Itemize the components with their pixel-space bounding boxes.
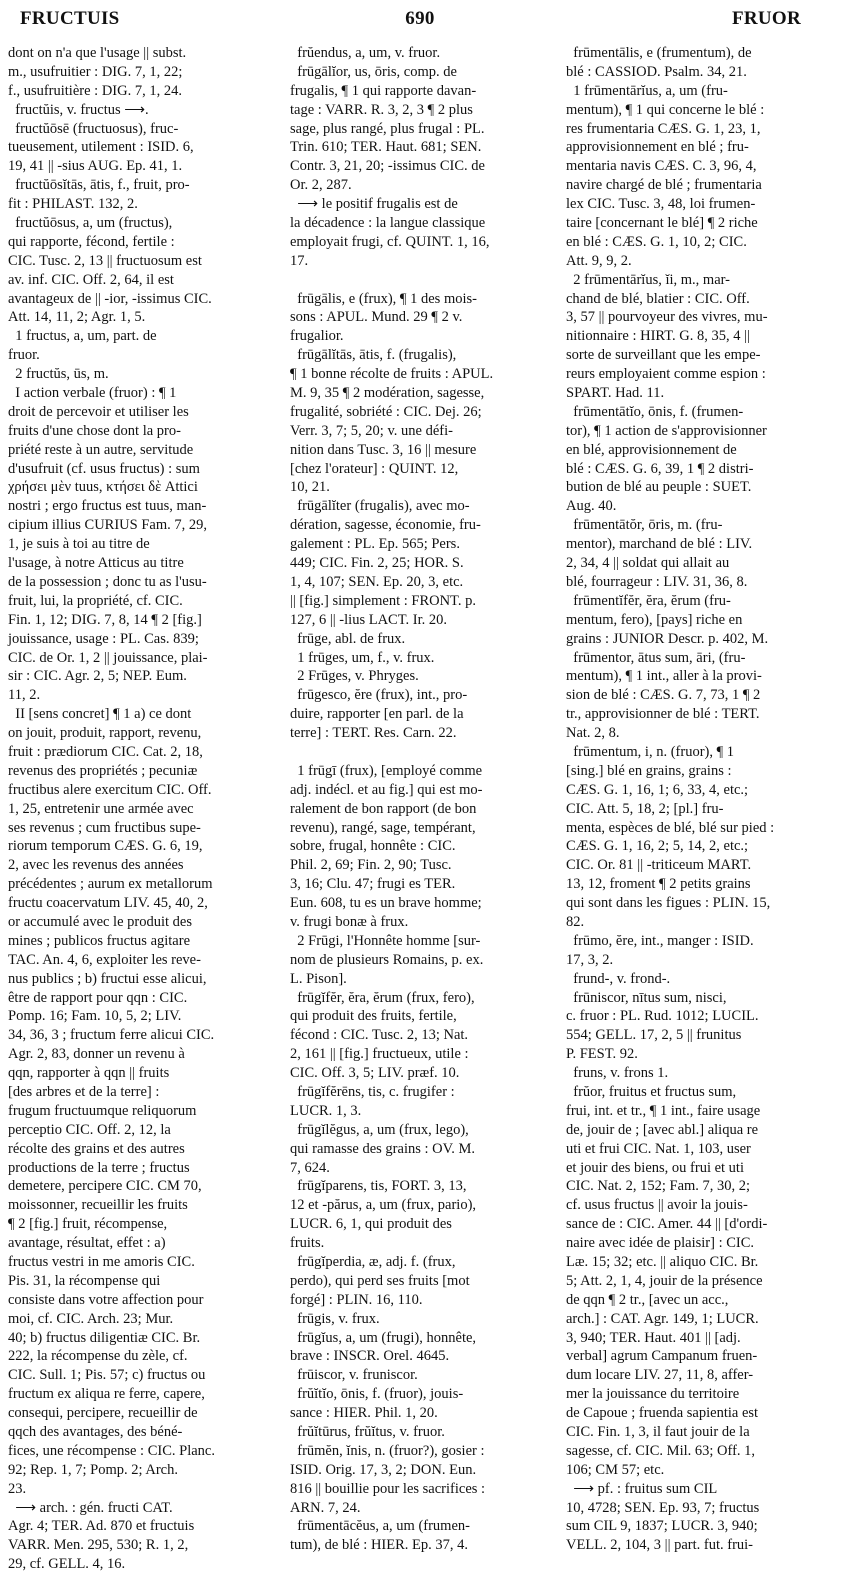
dictionary-line: reurs employaient comme espion : (566, 366, 766, 383)
dictionary-line: CÆS. G. 1, 16, 2; 5, 14, 2, etc.; (566, 838, 749, 855)
dictionary-line: frūgālĭter (frugalis), avec mo- (290, 498, 470, 515)
dictionary-line: blé : CÆS. G. 6, 39, 1 ¶ 2 distri- (566, 460, 754, 477)
dictionary-line: Phil. 2, 69; Fin. 2, 90; Tusc. (290, 857, 452, 874)
dictionary-line: frūgesco, ĕre (frux), int., pro- (290, 687, 468, 704)
dictionary-line: Læ. 15; 32; etc. || aliquo CIC. Br. (566, 1254, 759, 1270)
dictionary-line: VARR. Men. 295, 530; R. 1, 2, (8, 1537, 189, 1554)
dictionary-line: blé, fourrageur : LIV. 31, 36, 8. (566, 573, 748, 590)
dictionary-line: revenu), rangé, sage, tempérant, (290, 819, 476, 836)
dictionary-line: naire avec idée de plaisir] : CIC. (566, 1235, 755, 1252)
dictionary-line: fructu coacervatum LIV. 45, 40, 2, (8, 895, 208, 912)
dictionary-line: 449; CIC. Fin. 2, 25; HOR. S. (290, 555, 464, 572)
dictionary-line: nition dans Tusc. 3, 16 || mesure (290, 441, 477, 458)
dictionary-line: avantageux de || -ior, -issimus CIC. (8, 290, 212, 307)
dictionary-line: 7, 624. (290, 1159, 330, 1176)
dictionary-line: res frumentaria CÆS. G. 1, 23, 1, (566, 120, 761, 137)
dictionary-line: 2, avec les revenus des années (8, 857, 184, 874)
dictionary-line: 3, 940; TER. Haut. 401 || [adj. (566, 1329, 741, 1346)
dictionary-line: nitionnaire : HIRT. G. 8, 35, 4 || (566, 328, 750, 345)
dictionary-line: frūiscor, v. fruniscor. (290, 1367, 418, 1384)
dictionary-line: 92; Rep. 1, 7; Pomp. 2; Arch. (8, 1461, 178, 1478)
dictionary-line: mentaria navis CÆS. C. 3, 96, 4, (566, 158, 757, 175)
page-header (0, 0, 841, 34)
dictionary-line: mer la jouissance du territoire (566, 1386, 740, 1403)
dictionary-line: 3, 57 || pourvoyeur des vivres, mu- (566, 309, 768, 326)
dictionary-line: fruit : prædiorum CIC. Cat. 2, 18, (8, 743, 203, 760)
dictionary-line: Or. 2, 287. (290, 177, 352, 194)
dictionary-line: duire, rapporter [en parl. de la (290, 706, 464, 723)
dictionary-line: perdo), qui perd ses fruits [mot (290, 1272, 470, 1289)
dictionary-line: [sing.] blé en grains, grains : (566, 762, 732, 779)
dictionary-line: frūgĭperdia, æ, adj. f. (frux, (290, 1254, 456, 1270)
dictionary-line: sagesse, cf. CIC. Mil. 63; Off. 1, (566, 1442, 756, 1459)
dictionary-line: P. FEST. 92. (566, 1046, 638, 1063)
dictionary-line: cf. usus fructus || avoir la jouis- (566, 1197, 748, 1214)
dictionary-line: 17, 3, 2. (566, 951, 614, 968)
dictionary-line: SPART. Had. 11. (566, 385, 665, 402)
dictionary-line: 10, 21. (290, 479, 330, 496)
dictionary-line: 1, 4, 107; SEN. Ep. 20, 3, etc. (290, 573, 464, 590)
dictionary-line: 106; CM 57; etc. (566, 1461, 665, 1478)
dictionary-line: frūmentĭfĕr, ĕra, ĕrum (fru- (566, 592, 731, 609)
dictionary-line: Att. 14, 11, 2; Agr. 1, 5. (8, 309, 146, 326)
dictionary-line: CIC. Att. 5, 18, 2; [pl.] fru- (566, 800, 724, 817)
dictionary-line: frui, int. et tr., ¶ 1 int., faire usage (566, 1102, 761, 1119)
dictionary-line: frŭĭtūrus, frŭĭtus, v. fruor. (290, 1424, 445, 1441)
dictionary-line: bution de blé au peuple : SUET. (566, 479, 752, 496)
dictionary-line: fructibus alere exercitum CIC. Off. (8, 781, 212, 798)
dictionary-line: récolte des grains et des autres (8, 1140, 185, 1157)
dictionary-line: perceptio CIC. Off. 2, 12, la (8, 1121, 171, 1138)
dictionary-line: tr., approvisionner de blé : TERT. (566, 706, 760, 723)
dictionary-line: sons : APUL. Mund. 29 ¶ 2 v. (290, 309, 463, 326)
dictionary-line: fructŭōsĭtās, ātis, f., fruit, pro- (8, 177, 190, 194)
dictionary-line: lex CIC. Tusc. 3, 48, loi frumen- (566, 196, 756, 213)
dictionary-line: sir : CIC. Agr. 2, 5; NEP. Eum. (8, 668, 187, 685)
dictionary-line: 127, 6 || -lius LACT. Ir. 20. (290, 611, 447, 628)
dictionary-line: consequi, percipere, recueillir de (8, 1405, 198, 1422)
dictionary-line: frŭor, fruitus et fructus sum, (566, 1083, 737, 1100)
dictionary-line: CIC. Off. 3, 5; LIV. præf. 10. (290, 1065, 460, 1082)
dictionary-line: on jouit, produit, rapport, revenu, (8, 725, 202, 742)
dictionary-line: 1 frūmentārĭus, a, um (fru- (566, 82, 728, 99)
dictionary-line: de, jouir de ; [avec abl.] aliqua re (566, 1121, 759, 1138)
dictionary-line: 1, 25, entretenir une armée avec (8, 800, 194, 817)
dictionary-line: fructŭōsē (fructuosus), fruc- (8, 120, 179, 137)
dictionary-line: tueusement, utilement : ISID. 6, (8, 139, 194, 156)
dictionary-line: f., usufruitière : DIG. 7, 1, 24. (8, 82, 182, 99)
dictionary-line: frūgĭfĕr, ĕra, ĕrum (frux, fero), (290, 989, 475, 1006)
dictionary-line: frūgālĭor, us, ōris, comp. de (290, 63, 457, 80)
dictionary-line: ¶ 1 bonne récolte de fruits : APUL. (290, 366, 494, 383)
dictionary-line: sance de : CIC. Amer. 44 || [d'ordi- (566, 1216, 768, 1233)
dictionary-line: sum CIL 9, 1837; LUCR. 3, 940; (566, 1518, 758, 1535)
dictionary-line: en blé : CÆS. G. 1, 10, 2; CIC. (566, 233, 747, 250)
dictionary-line: 2 fructŭs, ūs, m. (8, 366, 109, 383)
dictionary-line: CIC. Nat. 2, 152; Fam. 7, 30, 2; (566, 1178, 751, 1195)
dictionary-line: droit de percevoir et utiliser les (8, 403, 189, 420)
dictionary-line: fruit, lui, la propriété, cf. CIC. (8, 592, 183, 609)
dictionary-line: chand de blé, blatier : CIC. Off. (566, 290, 750, 307)
dictionary-line: ¶ 2 [fig.] fruit, récompense, (8, 1216, 168, 1233)
dictionary-line: 2 Frūges, v. Phryges. (290, 668, 419, 685)
dictionary-line: galement : PL. Ep. 565; Pers. (290, 536, 460, 553)
dictionary-line: d'usufruit (cf. usus fructus) : sum (8, 460, 200, 477)
dictionary-line: de qqn ¶ 2 tr., [avec un acc., (566, 1291, 729, 1308)
dictionary-line: nus publics ; b) fructui esse alicui, (8, 970, 207, 987)
dictionary-line: frūgĭlĕgus, a, um (frux, lego), (290, 1121, 469, 1138)
dictionary-line: 2 frūmentārĭus, ĭi, m., mar- (566, 271, 731, 288)
dictionary-line: qqn, rapporter à qqn || fruits (8, 1065, 170, 1082)
dictionary-line: 11, 2. (8, 687, 41, 704)
dictionary-line: sorte de surveillant que les empe- (566, 347, 761, 364)
dictionary-line: frūgĭfĕrēns, tis, c. frugifer : (290, 1083, 455, 1100)
dictionary-line: v. frugi bonæ à frux. (290, 913, 409, 930)
dictionary-line: productions de la terre ; fructus (8, 1159, 190, 1176)
dictionary-line: sion de blé : CÆS. G. 7, 73, 1 ¶ 2 (566, 687, 761, 704)
dictionary-line: ses revenus ; cum fructibus supe- (8, 819, 201, 836)
dictionary-line: uti et frui CIC. Nat. 1, 103, user (566, 1140, 751, 1157)
dictionary-line: Trin. 610; TER. Haut. 681; SEN. (290, 139, 482, 156)
dictionary-line: 5; Att. 2, 1, 4, jouir de la présence (566, 1272, 763, 1289)
dictionary-line: blé : CASSIOD. Psalm. 34, 21. (566, 63, 747, 80)
dictionary-line: fruns, v. frons 1. (566, 1065, 669, 1082)
dictionary-line: frund-, v. frond-. (566, 970, 671, 987)
dictionary-line: sance : HIER. Phil. 1, 20. (290, 1405, 438, 1422)
dictionary-line: terre] : TERT. Res. Carn. 22. (290, 725, 457, 742)
dictionary-line: qui produit des fruits, fertile, (290, 1008, 457, 1025)
dictionary-line: forgé] : PLIN. 16, 110. (290, 1291, 423, 1308)
dictionary-line: Pis. 31, la récompense qui (8, 1272, 161, 1289)
dictionary-line: Aug. 40. (566, 498, 617, 515)
dictionary-line: et jouir des biens, ou frui et uti (566, 1159, 744, 1176)
dictionary-line: sobre, frugal, honnête : CIC. (290, 838, 456, 855)
dictionary-line: II [sens concret] ¶ 1 a) ce dont (8, 706, 192, 723)
dictionary-line: [des arbres et de la terre] : (8, 1083, 160, 1100)
dictionary-line: LUCR. 6, 1, qui produit des (290, 1216, 452, 1233)
dictionary-line: 2, 161 || [fig.] fructueux, utile : (290, 1046, 469, 1063)
dictionary-line: nostri ; ergo fructus est tuus, man- (8, 498, 207, 515)
dictionary-line: tage : VARR. R. 3, 2, 3 ¶ 2 plus (290, 101, 473, 118)
dictionary-line: VELL. 2, 104, 3 || part. fut. frui- (566, 1537, 754, 1554)
dictionary-line: 1 fructus, a, um, part. de (8, 328, 157, 345)
dictionary-line: Pomp. 16; Fam. 10, 5, 2; LIV. (8, 1008, 182, 1025)
dictionary-line: 554; GELL. 17, 2, 5 || frunitus (566, 1027, 742, 1044)
page-number: 690 (405, 8, 435, 29)
dictionary-line: qqch des avantages, des béné- (8, 1424, 183, 1441)
dictionary-line: fit : PHILAST. 132, 2. (8, 196, 138, 213)
dictionary-line: fructŭōsus, a, um (fructus), (8, 215, 173, 232)
dictionary-line: 40; b) fructus diligentiæ CIC. Br. (8, 1329, 201, 1346)
dictionary-line: CIC. de Or. 1, 2 || jouissance, plai- (8, 649, 208, 666)
dictionary-line: m., usufruitier : DIG. 7, 1, 22; (8, 63, 183, 80)
dictionary-line: priété reste à un autre, servitude (8, 441, 194, 458)
dictionary-line: frŭĭtĭo, ōnis, f. (fruor), jouis- (290, 1386, 464, 1403)
dictionary-line: Contr. 3, 21, 20; -issimus CIC. de (290, 158, 485, 175)
dictionary-line: navire chargé de blé ; frumentaria (566, 177, 762, 194)
dictionary-line: tum), de blé : HIER. Ep. 37, 4. (290, 1537, 469, 1554)
dictionary-line: frūniscor, nītus sum, nisci, (566, 989, 727, 1006)
dictionary-line: mentum), ¶ 1 qui concerne le blé : (566, 101, 765, 118)
dictionary-line: approvisionnement en blé ; fru- (566, 139, 749, 156)
dictionary-line: l'usage, à notre Atticus au titre (8, 555, 184, 572)
dictionary-line: frugalior. (290, 328, 344, 345)
dictionary-line: moi, cf. CIC. Arch. 23; Mur. (8, 1310, 174, 1327)
dictionary-line: frugalité, sobriété : CIC. Dej. 26; (290, 403, 482, 420)
running-head-left: FRUCTUIS (20, 8, 120, 29)
dictionary-line: frūgis, v. frux. (290, 1310, 380, 1327)
dictionary-line: brave : INSCR. Orel. 4645. (290, 1348, 450, 1365)
dictionary-line: ⟶ arch. : gén. fructi CAT. (8, 1499, 173, 1516)
dictionary-column-2 (290, 44, 552, 1554)
dictionary-line: L. Pison]. (290, 970, 347, 987)
dictionary-line: CÆS. G. 1, 16, 1; 6, 33, 4, etc.; (566, 781, 749, 798)
dictionary-line: mentum, fero), [pays] riche en (566, 611, 743, 628)
dictionary-line: grains : JUNIOR Descr. p. 402, M. (566, 630, 769, 647)
dictionary-line: frugum fructuumque reliquorum (8, 1102, 197, 1119)
dictionary-line: jouissance, usage : PL. Cas. 839; (8, 630, 199, 647)
dictionary-line: verbal] agrum Campanum fruen- (566, 1348, 758, 1365)
dictionary-column-1 (8, 44, 276, 1573)
dictionary-line: 1, je suis à toi au titre de (8, 536, 150, 553)
dictionary-line: employait frugi, cf. QUINT. 1, 16, (290, 233, 490, 250)
dictionary-line: en blé, approvisionnement de (566, 441, 737, 458)
dictionary-line: ISID. Orig. 17, 3, 2; DON. Eun. (290, 1461, 477, 1478)
dictionary-line: ralement de bon rapport (de bon (290, 800, 477, 817)
dictionary-line: frūmĕn, ĭnis, n. (fruor?), gosier : (290, 1442, 485, 1459)
dictionary-line: demetere, percipere CIC. CM 70, (8, 1178, 202, 1195)
dictionary-line: revenus des propriétés ; pecuniæ (8, 762, 198, 779)
dictionary-line: mentum), ¶ 1 int., aller à la provi- (566, 668, 762, 685)
dictionary-line (290, 743, 552, 762)
dictionary-line: fructus vestri in me amoris CIC. (8, 1254, 195, 1270)
dictionary-line: c. fruor : PL. Rud. 1012; LUCIL. (566, 1008, 759, 1025)
dictionary-line: qui sont dans les figues : PLIN. 15, (566, 895, 771, 912)
dictionary-line: frūmentālis, e (frumentum), de (566, 45, 752, 61)
dictionary-line: Fin. 1, 12; DIG. 7, 8, 14 ¶ 2 [fig.] (8, 611, 202, 628)
dictionary-line: fruits. (290, 1235, 325, 1252)
dictionary-line: χρήσει μὲν tuus, κτήσει δὲ Attici (8, 479, 198, 496)
dictionary-line: frūgālĭtās, ātis, f. (frugalis), (290, 347, 457, 364)
dictionary-line: dération, sagesse, économie, fru- (290, 517, 481, 534)
dictionary-line: 17. (290, 252, 309, 269)
dictionary-line: fécond : CIC. Tusc. 2, 13; Nat. (290, 1027, 469, 1044)
dictionary-line: frūgālis, e (frux), ¶ 1 des mois- (290, 290, 477, 307)
dictionary-line: 2 Frūgi, l'Honnête homme [sur- (290, 932, 481, 949)
dictionary-line: 19, 41 || -sius AUG. Ep. 41, 1. (8, 158, 183, 175)
dictionary-line: ⟶ pf. : fruitus sum CIL (566, 1480, 718, 1497)
dictionary-line: or accumulé avec le produit des (8, 913, 192, 930)
dictionary-line: av. inf. CIC. Off. 2, 64, il est (8, 271, 174, 288)
dictionary-line: CIC. Tusc. 2, 13 || fructuosum est (8, 252, 202, 269)
dictionary-line: TAC. An. 4, 6, exploiter les reve- (8, 951, 201, 968)
dictionary-line: frŭendus, a, um, v. fruor. (290, 45, 441, 61)
dictionary-line: frūmentātŏr, ōris, m. (fru- (566, 517, 723, 534)
dictionary-line: Verr. 3, 7; 5, 20; v. une défi- (290, 422, 453, 439)
dictionary-line: frūmentor, ātus sum, āri, (fru- (566, 649, 746, 666)
dictionary-line: précédentes ; aurum ex metallorum (8, 876, 213, 893)
dictionary-line: mines ; publicos fructus agitare (8, 932, 191, 949)
dictionary-line: [chez l'orateur] : QUINT. 12, (290, 460, 459, 477)
dictionary-line: dont on n'a que l'usage || subst. (8, 45, 187, 61)
dictionary-line: 82. (566, 913, 585, 930)
dictionary-line: || [fig.] simplement : FRONT. p. (290, 592, 476, 609)
dictionary-line: de la possession ; donc tu as l'usu- (8, 573, 207, 590)
running-head-right: FRUOR (731, 8, 801, 29)
dictionary-line: de Capoue ; fruenda sapientia est (566, 1405, 759, 1422)
dictionary-line: riorum temporum CÆS. G. 6, 19, (8, 838, 203, 855)
dictionary-line: menta, espèces de blé, blé sur pied : (566, 819, 775, 836)
dictionary-line: moissonner, recueillir les fruits (8, 1197, 188, 1214)
dictionary-line: frūmentātĭo, ōnis, f. (frumen- (566, 403, 744, 420)
dictionary-line: 2, 34, 4 || soldat qui allait au (566, 555, 730, 572)
dictionary-line: I action verbale (fruor) : ¶ 1 (8, 385, 177, 402)
dictionary-line: 1 frūges, um, f., v. frux. (290, 649, 435, 666)
dictionary-line: ARN. 7, 24. (290, 1499, 361, 1516)
dictionary-line: fructŭis, v. fructus ⟶. (8, 101, 149, 118)
dictionary-line: Agr. 4; TER. Ad. 870 et fructuis (8, 1518, 195, 1535)
dictionary-line: M. 9, 35 ¶ 2 modération, sagesse, (290, 385, 485, 402)
dictionary-line: nom de plusieurs Romains, p. ex. (290, 951, 484, 968)
dictionary-line: 29, cf. GELL. 4, 16. (8, 1556, 126, 1573)
dictionary-line: CIC. Fin. 1, 3, il faut jouir de la (566, 1424, 750, 1441)
dictionary-line: frūmo, ĕre, int., manger : ISID. (566, 932, 754, 949)
dictionary-line: cipium illius CURIUS Fam. 7, 29, (8, 517, 207, 534)
dictionary-line: CIC. Or. 81 || -triticeum MART. (566, 857, 752, 874)
dictionary-line: frugalis, ¶ 1 qui rapporte davan- (290, 82, 477, 99)
dictionary-line: tor), ¶ 1 action de s'approvisionner (566, 422, 767, 439)
dictionary-line: 222, la récompense du zèle, cf. (8, 1348, 188, 1365)
dictionary-line: CIC. Sull. 1; Pis. 57; c) fructus ou (8, 1367, 206, 1384)
dictionary-line: frūmentācĕus, a, um (frumen- (290, 1518, 470, 1535)
dictionary-line: la décadence : la langue classique (290, 215, 486, 232)
dictionary-line: consiste dans votre affection pour (8, 1291, 204, 1308)
dictionary-line: 12 et -părus, a, um (frux, pario), (290, 1197, 477, 1214)
dictionary-line: 3, 16; Clu. 47; frugi es TER. (290, 876, 456, 893)
dictionary-column-3 (566, 44, 828, 1554)
dictionary-line: 13, 12, froment ¶ 2 petits grains (566, 876, 751, 893)
dictionary-line: 1 frūgī (frux), [employé comme (290, 762, 483, 779)
dictionary-line: Att. 9, 9, 2. (566, 252, 632, 269)
dictionary-line: fruits d'une chose dont la pro- (8, 422, 181, 439)
dictionary-line: sage, plus rangé, plus frugal : PL. (290, 120, 485, 137)
dictionary-line: qui ramasse des grains : OV. M. (290, 1140, 475, 1157)
dictionary-line: frūgĭparens, tis, FORT. 3, 13, (290, 1178, 467, 1195)
dictionary-line: fices, une récompense : CIC. Planc. (8, 1442, 215, 1459)
dictionary-line: 23. (8, 1480, 27, 1497)
dictionary-line: qui rapporte, fécond, fertile : (8, 233, 175, 250)
dictionary-line: 10, 4728; SEN. Ep. 93, 7; fructus (566, 1499, 760, 1516)
dictionary-line: être de rapport pour qqn : CIC. (8, 989, 188, 1006)
dictionary-line: frūge, abl. de frux. (290, 630, 406, 647)
dictionary-line: Agr. 2, 83, donner un revenu à (8, 1046, 185, 1063)
dictionary-line: frūgĭus, a, um (frugi), honnête, (290, 1329, 477, 1346)
dictionary-line: Eun. 608, tu es un brave homme; (290, 895, 482, 912)
dictionary-line: ⟶ le positif frugalis est de (290, 196, 458, 213)
dictionary-line: 34, 36, 3 ; fructum ferre alicui CIC. (8, 1027, 215, 1044)
dictionary-line: arch.] : CAT. Agr. 149, 1; LUCR. (566, 1310, 759, 1327)
dictionary-line: fructum ex aliqua re ferre, capere, (8, 1386, 205, 1403)
dictionary-line: dum locare LIV. 27, 11, 8, affer- (566, 1367, 754, 1384)
dictionary-line: LUCR. 1, 3. (290, 1102, 362, 1119)
dictionary-line: mentor), marchand de blé : LIV. (566, 536, 753, 553)
dictionary-line: frūmentum, i, n. (fruor), ¶ 1 (566, 743, 735, 760)
dictionary-line: adj. indécl. et au fig.] qui est mo- (290, 781, 483, 798)
dictionary-line: avantage, résultat, effet : a) (8, 1235, 166, 1252)
dictionary-line: 816 || bouillie pour les sacrifices : (290, 1480, 486, 1497)
dictionary-line: fruor. (8, 347, 40, 364)
dictionary-line (290, 271, 552, 290)
dictionary-line: Nat. 2, 8. (566, 725, 620, 742)
dictionary-line: taire [concernant le blé] ¶ 2 riche (566, 215, 758, 232)
